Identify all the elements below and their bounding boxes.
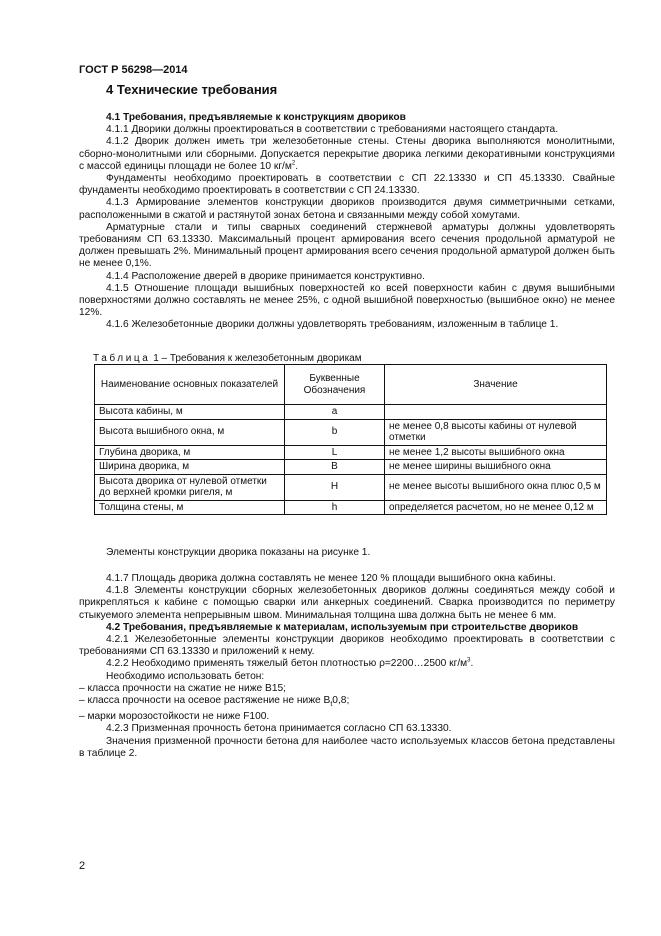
table-row: [95, 474, 607, 500]
text-block-4-1-7: [79, 573, 615, 760]
table-row: [95, 445, 607, 460]
paragraph-4-2-3: 4.2.3 Призменная прочность бетона принимается согласно СП 63.13330.: [106, 723, 452, 735]
paragraph-foundations: Фундаменты необходимо проектировать в соответствии с СП 22.13330 и СП 45.13330. Свайные фундаменты необходимо проектировать в соответствии с СП 24.13330.: [79, 173, 615, 197]
requirements-table: [94, 364, 607, 515]
table-row: [95, 460, 607, 475]
table-header-cell: Буквенные Обозначения: [285, 365, 385, 405]
table-caption: Таблица 1 – Требования к железобетонным дворикам: [93, 353, 362, 364]
figure-note-block: [79, 547, 615, 559]
table-cell-name: Глубина дворика, м: [95, 445, 285, 460]
paragraph-4-1-3: 4.1.3 Армирование элементов конструкции двориков производится двумя симметричными сетками, расположенными в сжатой и растянутой зонах бетона и связанными между собой хомутами.: [79, 197, 615, 221]
paragraph-table2-ref: Значения призменной прочности бетона для наиболее часто используемых классов бетона представлены в таблице 2.: [79, 735, 615, 759]
paragraph-4-2-2: 4.2.2 Необходимо применять тяжелый бетон плотностью ρ=2200…2500 $кг/м^3$.: [106, 658, 474, 670]
table-cell-name: Ширина дворика, м: [95, 460, 285, 475]
table-cell-value: не менее 0,8 высоты кабины от нулевой отметки: [385, 419, 607, 445]
table-cell-value: определяется расчетом, но не менее 0,12 м: [385, 500, 607, 515]
table-cell-value: не менее ширины вышибного окна: [385, 460, 607, 475]
paragraph-4-1-8: 4.1.8 Элементы конструкции сборных железобетонных двориков должны соединяться между собой и прикрепляться к кабине с помощью сварки или анкерных соединений. Сварка производится по периметру стыкуемого элемента непрерывным швом. Минимальная толщина шва должна быть не менее 6 мм.: [79, 585, 615, 621]
table-cell-symbol: b: [285, 419, 385, 445]
paragraph-4-1-6: 4.1.6 Железобетонные дворики должны удовлетворять требованиям, изложенным в таблице 1.: [106, 319, 559, 331]
table-row: [95, 419, 607, 445]
paragraph-4-1-4: 4.1.4 Расположение дверей в дворике принимается конструктивно.: [106, 270, 425, 282]
list-item: – марки морозостойкости не ниже F100.: [79, 711, 270, 723]
table-cell-value: не менее высоты вышибного окна плюс 0,5 м: [385, 474, 607, 500]
table-row: [95, 500, 607, 515]
table-cell-name: Высота дворика от нулевой отметки до верхней кромки ригеля, м: [95, 474, 285, 500]
table-header-cell: Наименование основных показателей: [95, 365, 285, 405]
paragraph-4-1-2: 4.1.2 Дворик должен иметь три железобетонные стены. Стены дворика выполняются монолитными, сборно-монолитными или сборными. Допускается перекрытие дворика легкими декоративными конструкциями с массой единицы площади не более 10 $кг/м^2$.: [79, 136, 615, 172]
figure-reference: Элементы конструкции дворика показаны на рисунке 1.: [106, 547, 371, 558]
table-header-cell: Значение: [385, 365, 607, 405]
document-header: ГОСТ Р 56298—2014: [79, 64, 188, 76]
table-cell-name: Толщина стены, м: [95, 500, 285, 515]
table-row: [95, 405, 607, 420]
table-cell-symbol: L: [285, 445, 385, 460]
table-cell-name: Высота кабины, м: [95, 405, 285, 420]
paragraph-4-1-1: 4.1.1 Дворики должны проектироваться в соответствии с требованиями настоящего стандарта.: [106, 124, 559, 136]
paragraph-4-2-1: 4.2.1 Железобетонные элементы конструкции двориков необходимо проектировать в соответствии с требованиями СП 63.13330 и приложений к нему.: [79, 634, 615, 658]
paragraph-4-1-5: 4.1.5 Отношение площади вышибных поверхностей ко всей поверхности кабин с двумя вышибными поверхностями должно составлять не менее 25%, с одной вышибной поверхностью (вышибное окно) не менее 12%.: [79, 282, 615, 319]
table-cell-value: [385, 405, 607, 420]
list-item: – класса прочности на осевое растяжение не ниже $B_t0,8$;: [79, 695, 350, 709]
table-cell-value: не менее 1,2 высоты вышибного окна: [385, 445, 607, 460]
table-header-row: [95, 365, 607, 405]
text-block-4-1: [79, 112, 615, 332]
list-item: – класса прочности на сжатие не ниже B15;: [79, 682, 287, 694]
page-number: 2: [79, 860, 86, 872]
table-cell-symbol: B: [285, 460, 385, 475]
paragraph-4-1-7: 4.1.7 Площадь дворика должна составлять не менее 120 % площади вышибного окна кабины.: [106, 573, 556, 584]
paragraph-reinforcement: Арматурные стали и типы сварных соединений стержневой арматуры должны удовлетворять требованиям СП 63.13330. Максимальный процент армирования всего сечения продольной арматурой не должен превышать 2%. Минимальный процент армирования всего сечения продольной арматурой должен быть не менее 0,1%.: [79, 221, 615, 270]
paragraph-concrete-intro: Необходимо использовать бетон:: [106, 670, 265, 682]
table-cell-symbol: h: [285, 500, 385, 515]
table-cell-name: Высота вышибного окна, м: [95, 419, 285, 445]
table-cell-symbol: a: [285, 405, 385, 420]
subsection-title-4-2: 4.2 Требования, предъявляемые к материалам, используемым при строительстве двориков: [106, 621, 579, 633]
section-title: 4 Технические требования: [106, 82, 278, 97]
subsection-title-4-1: 4.1 Требования, предъявляемые к конструкциям двориков: [106, 112, 406, 123]
table-cell-symbol: H: [285, 474, 385, 500]
